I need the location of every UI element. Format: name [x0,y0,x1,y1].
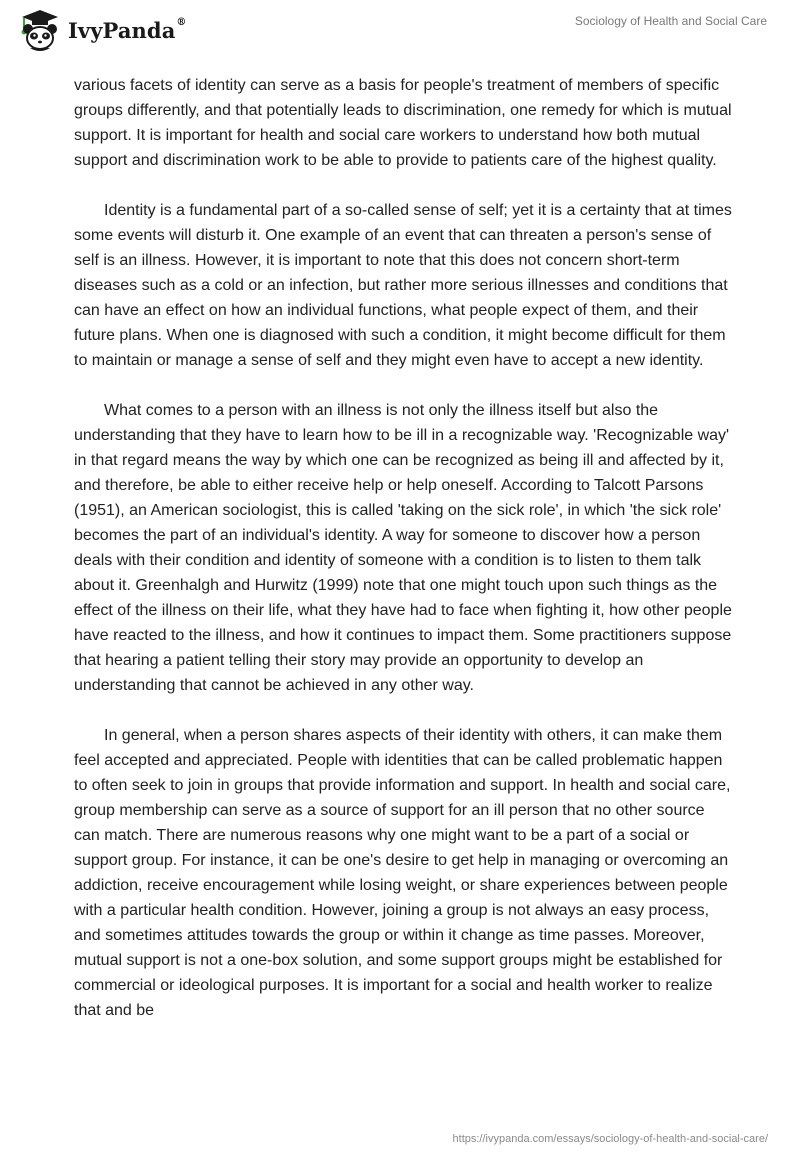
paragraph-sick-role: What comes to a person with an illness is not only the illness itself but also the understanding that they have to learn how to be ill in a recognizable way. 'Recognizable way' in that regard means the way by which one can be recognized as being ill and affected by it, and therefore, be able to either receive help or help oneself. According to Talcott Parsons (1951), an American sociologist, this is called 'taking on the sick role', in which 'the sick role' becomes the part of an individual's identity. A way for someone to discover how a person deals with their condition and identity of someone with a condition is to listen to them talk about it. Greenhalgh and Hurwitz (1999) note that one might touch upon such things as the effect of the illness on their life, what they have had to face when fighting it, how other people have reacted to the illness, and how it continues to impact them. Some practitioners suppose that hearing a patient telling their story may provide an opportunity to develop an understanding that cannot be achieved in any other way. [74,402,732,694]
brand-name: IvyPanda® [68,16,187,43]
page-header [0,0,800,60]
source-url-link[interactable]: https://ivypanda.com/essays/sociology-of-health-and-social-care/ [452,1133,768,1145]
registered-mark: ® [176,16,187,28]
paragraph-group-support: In general, when a person shares aspects of their identity with others, it can make them feel accepted and appreciated. People with identities that can be called problematic happen to often seek to join in groups that provide information and support. In health and social care, group membership can serve as a source of support for an ill person that no other source can match. There are numerous reasons why one might want to be a part of a social or support group. For instance, it can be one's desire to get help in managing or overcoming an addiction, receive encouragement while losing weight, or share experiences between people with a particular health condition. However, joining a group is not always an easy process, and sometimes attitudes towards the group or within it change as time passes. Moreover, mutual support is not a one-box solution, and some support groups might be established for commercial or ideological purposes. It is important for a social and health worker to realize that and be [74,727,731,1019]
brand-logo[interactable] [14,8,187,52]
panda-graduate-icon [14,8,66,52]
paragraph-identity-sense-of-self: Identity is a fundamental part of a so-called sense of self; yet it is a certainty that at times some events will disturb it. One example of an event that can threaten a person's sense of self is an illness. However, it is important to note that this does not concern short-term diseases such as a cold or an infection, but rather more serious illnesses and conditions that can have an effect on how an individual functions, what people expect of them, and their future plans. When one is diagnosed with such a condition, it might become difficult for them to maintain or manage a sense of self and they might even have to accept a new identity. [74,202,732,369]
essay-body [74,73,734,1048]
paragraph-continued: various facets of identity can serve as a basis for people's treatment of members of specific groups differently, and that potentially leads to discrimination, one remedy for which is mutual support. It is important for health and social care workers to understand how both mutual support and discrimination work to be able to provide to patients care of the highest quality. [74,77,732,169]
document-title: Sociology of Health and Social Care [574,14,767,28]
